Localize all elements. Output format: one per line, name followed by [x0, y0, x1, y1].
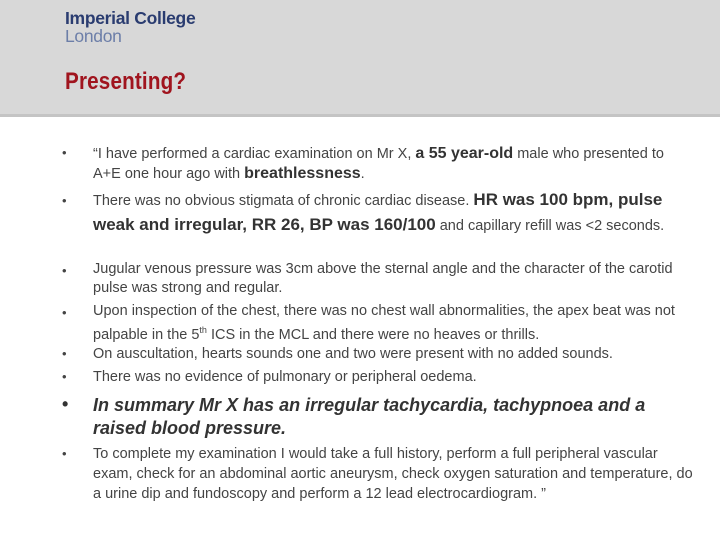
highlight-complaint: breathlessness — [244, 165, 361, 182]
logo-line-2: London — [65, 26, 122, 46]
bullet-chest-inspection — [93, 302, 693, 345]
slide-title: Presenting? — [65, 68, 187, 95]
bullet-marker: • — [62, 394, 69, 414]
superscript: th — [199, 325, 207, 335]
bullet-marker: • — [62, 446, 67, 461]
highlight-age: a 55 year-old — [415, 145, 514, 162]
bullet-marker: • — [62, 346, 67, 361]
bullet-marker: • — [62, 145, 67, 160]
bullet-marker: • — [62, 193, 67, 208]
bullet-completion: To complete my examination I would take a full history, perform a full peripheral vascular exam, check for an abdominal aortic aneurysm, check oxygen saturation and temperature, do a urine dip and fundoscopy and perform a 12 lead electrocardiogram. ” — [93, 446, 693, 502]
summary-statement: In summary Mr X has an irregular tachycardia, tachypnoea and a raised blood pressure. — [93, 395, 646, 438]
bullet-intro — [93, 144, 693, 184]
bullet-marker: • — [62, 369, 67, 384]
bullet-text: . — [360, 166, 365, 182]
bullet-oedema: There was no evidence of pulmonary or peripheral oedema. — [93, 369, 477, 385]
bullet-jvp: Jugular venous pressure was 3cm above the sternal angle and the character of the carotid pulse was strong and regular. — [93, 261, 673, 296]
bullet-text: There was no obvious stigmata of chronic cardiac disease. — [93, 193, 474, 209]
bullet-text: Upon inspection of the chest, there was no chest wall abnormalities, the apex beat was not palpable in the 5 — [93, 303, 675, 343]
highlight-vitals: HR was 100 bpm, pulse weak and irregular, RR 26, BP was 160/100 — [93, 190, 663, 234]
logo-line-1: Imperial College — [65, 8, 196, 28]
bullet-vitals — [93, 188, 693, 238]
bullet-text: and capillary refill was <2 seconds. — [435, 218, 665, 234]
bullet-auscultation: On auscultation, hearts sounds one and two were present with no added sounds. — [93, 346, 613, 362]
bullet-marker: • — [62, 263, 67, 278]
bullet-marker: • — [62, 305, 67, 320]
bullet-text: “I have performed a cardiac examination on Mr X, — [93, 146, 416, 162]
bullet-text: male who presented to A+E one hour ago with — [93, 146, 664, 182]
bullet-text: ICS in the MCL and there were no heaves or thrills. — [206, 326, 540, 343]
